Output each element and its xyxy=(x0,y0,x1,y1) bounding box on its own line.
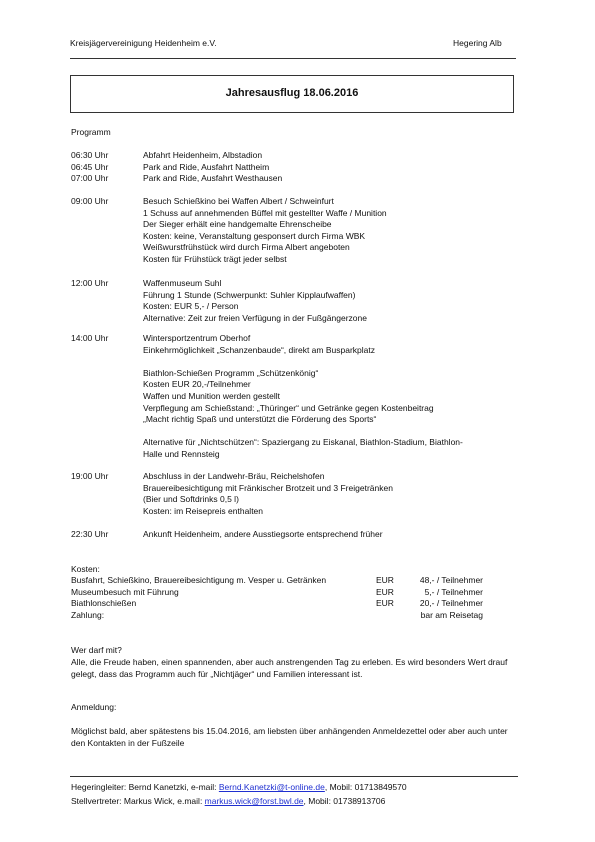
schedule-line: Alternative für „Nichtschützen“: Spaziergang zu Eiskanal, Biathlon-Stadium, Biathlon- xyxy=(143,437,463,448)
schedule-time: 22:30 Uhr xyxy=(71,529,109,539)
cost-amount: 5,- / Teilnehmer xyxy=(424,586,483,597)
schedule-time: 06:45 Uhr xyxy=(71,162,109,172)
registration-heading: Anmeldung: xyxy=(71,702,117,712)
registration-text: Möglichst bald, aber spätestens bis 15.04.2016, am liebsten über anhängenden Anmeldezettel oder aber auch unter den Kontakten in der Fußzeile xyxy=(71,726,508,749)
who-heading: Wer darf mit? xyxy=(71,645,122,655)
schedule-line: Besuch Schießkino bei Waffen Albert / Schweinfurt xyxy=(143,196,334,206)
schedule-line: Kosten: EUR 5,- / Person xyxy=(143,301,239,312)
footer-leader-prefix: Hegeringleiter: Bernd Kanetzki, e-mail: xyxy=(71,782,219,792)
schedule-line: Wintersportzentrum Oberhof xyxy=(143,333,251,343)
cost-currency: EUR xyxy=(376,586,394,597)
cost-currency: EUR xyxy=(376,575,394,585)
schedule-line: 1 Schuss auf annehmenden Büffel mit gestellter Waffe / Munition xyxy=(143,207,387,218)
cost-item: Busfahrt, Schießkino, Brauereibesichtigung m. Vesper u. Getränken xyxy=(71,575,327,585)
header-group: Hegering Alb xyxy=(453,38,502,48)
schedule-line: Biathlon-Schießen Programm „Schützenkönig“ xyxy=(143,367,319,378)
schedule-line: Kosten EUR 20,-/Teilnehmer xyxy=(143,379,251,390)
schedule-line: Abfahrt Heidenheim, Albstadion xyxy=(143,150,263,160)
header-organization: Kreisjägervereinigung Heidenheim e.V. xyxy=(70,38,217,48)
schedule-line: Waffen und Munition werden gestellt xyxy=(143,391,281,401)
schedule-line: Weißwurstfrühstück wird durch Firma Albert angeboten xyxy=(143,242,350,253)
footer-leader-suffix: , Mobil: 01713849570 xyxy=(324,782,407,792)
document-title: Jahresausflug 18.06.2016 xyxy=(225,87,359,99)
footer-deputy-prefix: Stellvertreter: Markus Wick, e.mail: xyxy=(71,796,205,806)
schedule-time: 12:00 Uhr xyxy=(71,278,109,288)
footer-deputy xyxy=(71,796,385,806)
schedule-line: Einkehrmöglichkeit „Schanzenbaude“, direkt am Busparkplatz xyxy=(143,344,375,355)
header-divider xyxy=(70,58,516,59)
schedule-line: Abschluss in der Landwehr-Bräu, Reichelshofen xyxy=(143,471,325,481)
schedule-time: 09:00 Uhr xyxy=(71,196,109,206)
schedule-line: (Bier und Softdrinks 0,5 l) xyxy=(143,494,239,505)
cost-item: Zahlung: xyxy=(71,609,105,620)
schedule-line: Kosten für Frühstück trägt jeder selbst xyxy=(143,254,287,264)
schedule-line: Verpflegung am Schießstand: „Thüringer“ und Getränke gegen Kostenbeitrag xyxy=(143,402,434,413)
cost-item: Museumbesuch mit Führung xyxy=(71,586,179,597)
schedule-line: Ankunft Heidenheim, andere Ausstiegsorte entsprechend früher xyxy=(143,529,383,539)
schedule-line: Halle und Rennsteig xyxy=(143,449,220,459)
schedule-line: Waffenmuseum Suhl xyxy=(143,278,222,288)
schedule-time: 19:00 Uhr xyxy=(71,471,109,481)
schedule-line: Brauereibesichtigung mit Fränkischer Brotzeit und 3 Freigetränken xyxy=(143,482,393,493)
footer-leader xyxy=(71,782,407,792)
schedule-time: 06:30 Uhr xyxy=(71,150,109,160)
footer-divider xyxy=(70,776,518,777)
leader-email-link[interactable]: Bernd.Kanetzki@t-online.de xyxy=(218,782,325,792)
schedule-line: Park and Ride, Ausfahrt Westhausen xyxy=(143,173,283,183)
title-box xyxy=(70,75,514,113)
schedule-line: „Macht richtig Spaß und unterstützt die Förderung des Sports“ xyxy=(143,414,377,425)
cost-amount: bar am Reisetag xyxy=(420,609,483,620)
schedule-line: Kosten: keine, Veranstaltung gesponsert durch Firma WBK xyxy=(143,230,366,241)
costs-label: Kosten: xyxy=(71,564,100,574)
schedule-line: Führung 1 Stunde (Schwerpunkt: Suhler Kipplaufwaffen) xyxy=(143,289,356,300)
programm-label: Programm xyxy=(71,127,111,137)
footer-deputy-suffix: , Mobil: 01738913706 xyxy=(303,796,386,806)
schedule-time: 14:00 Uhr xyxy=(71,333,109,343)
deputy-email-link[interactable]: markus.wick@forst.bwl.de xyxy=(204,796,304,806)
cost-amount: 48,- / Teilnehmer xyxy=(419,575,483,585)
schedule-line: Park and Ride, Ausfahrt Nattheim xyxy=(143,162,270,172)
schedule-time: 07:00 Uhr xyxy=(71,173,109,183)
schedule-line: Der Sieger erhält eine handgemalte Ehrenscheibe xyxy=(143,219,332,230)
who-text: Alle, die Freude haben, einen spannenden, aber auch anstrengenden Tag zu erleben. Es wird besonders Wert drauf gelegt, dass das Programm auch für „Nichtjäger“ und Familien interessant ist. xyxy=(71,657,508,680)
cost-currency: EUR xyxy=(376,598,394,609)
schedule-line: Alternative: Zeit zur freien Verfügung in der Fußgängerzone xyxy=(143,312,367,323)
cost-amount: 20,- / Teilnehmer xyxy=(419,598,483,609)
cost-item: Biathlonschießen xyxy=(71,598,137,609)
schedule-line: Kosten: im Reisepreis enthalten xyxy=(143,505,264,516)
